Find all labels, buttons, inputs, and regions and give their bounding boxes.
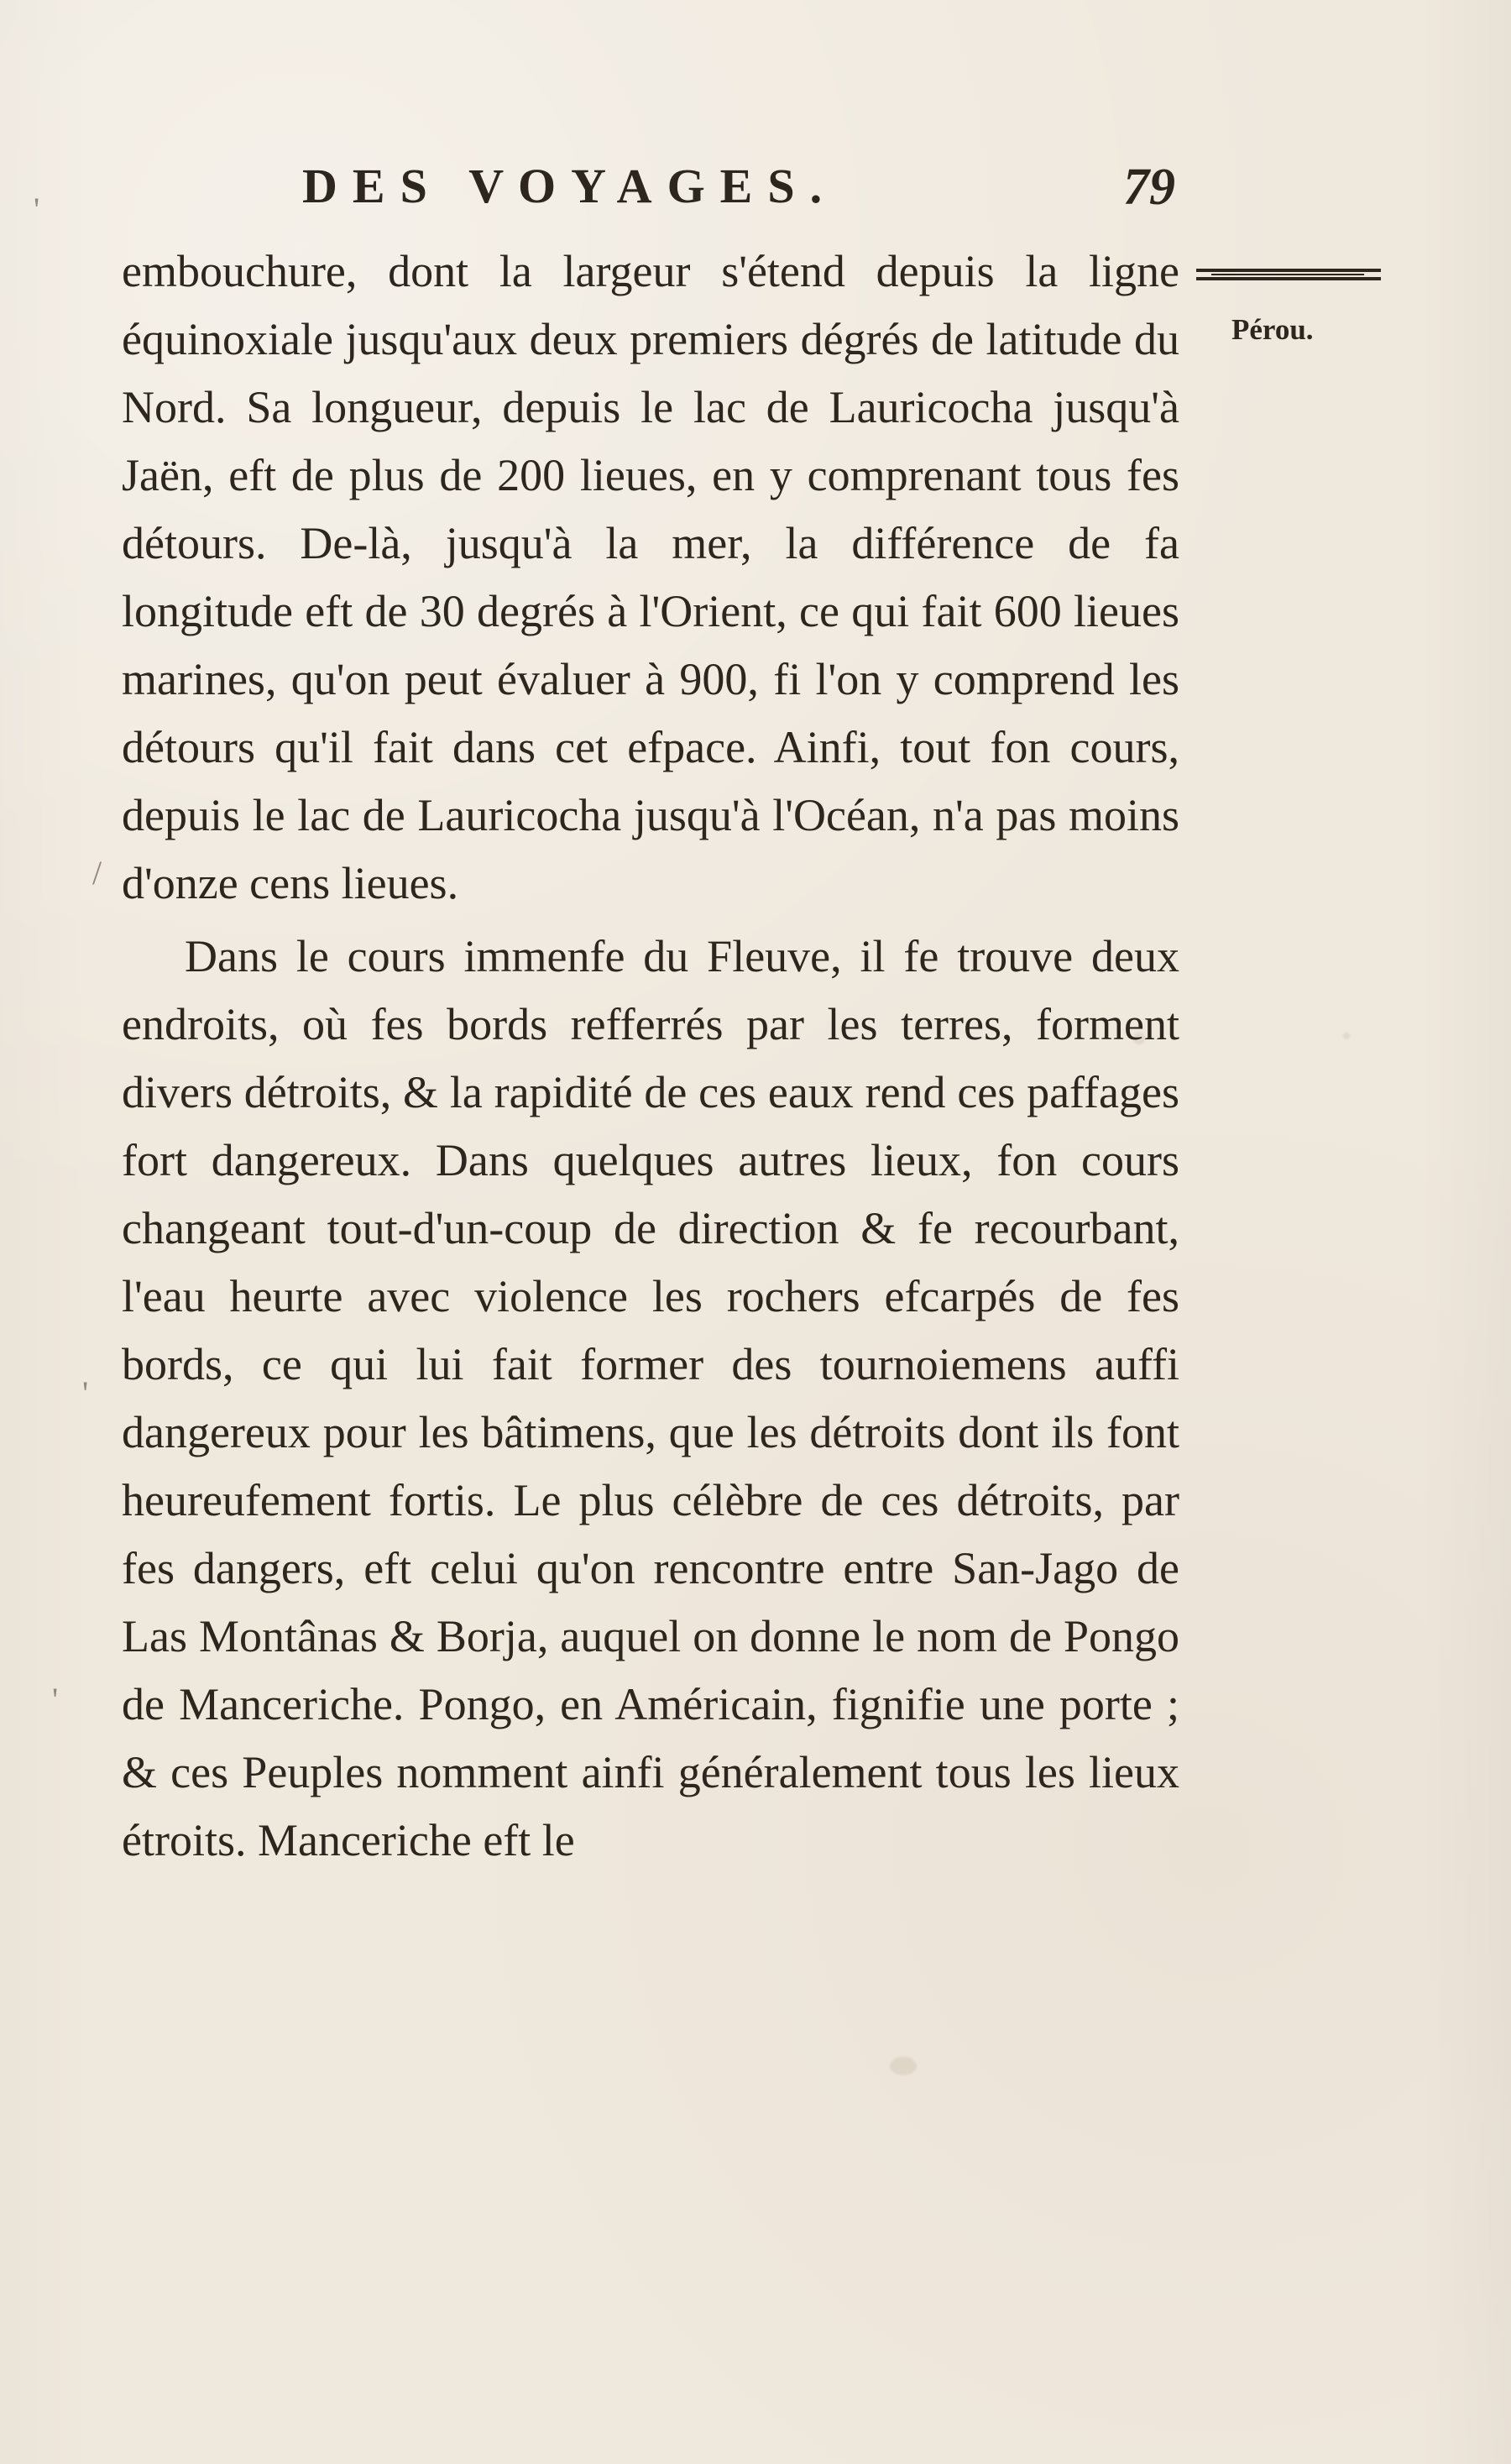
page-number: 79 [1123,159,1175,216]
page-header [302,158,1175,217]
margin-rule [1196,269,1381,280]
margin-mark: ' [52,1681,59,1719]
paper-stain [890,2057,917,2075]
paper-stain [1343,1033,1350,1039]
margin-mark: ' [34,191,40,228]
margin-mark: / [92,854,102,892]
paragraph: Dans le cours immenfe du Fleuve, il fe trouve deux endroits, où fes bords refferrés par les terres, forment divers détroits, & la rapidité de ces eaux rend ces paffages fort dangereux. Dans quelques autres lieux, fon cours changeant tout-d'un-coup de direction & fe recourbant, l'eau heurte avec violence les rochers efcarpés de fes bords, ce qui lui fait former des tournoiemens auffi dangereux pour les bâtimens, que les détroits dont ils font heureufement fortis. Le plus célèbre de ces détroits, par fes dangers, eft celui qu'on rencontre entre San-Jago de Las Montânas & Borja, auquel on donne le nom de Pongo de Manceriche. Pongo, en Américain, fignifie une porte ; & ces Peuples nomment ainfi généralement tous les lieux étroits. Manceriche eft le [122,931,1179,1865]
body-text [122,238,1179,1875]
running-head: DES VOYAGES. [302,159,838,213]
margin-mark: ' [82,1374,89,1412]
margin-note: Pérou. [1231,313,1314,346]
paragraph: embouchure, dont la largeur s'étend depuis la ligne équinoxiale jusqu'aux deux premiers dégrés de latitude du Nord. Sa longueur, depuis le lac de Lauricocha jusqu'à Jaën, eft de plus de 200 lieues, en y comprenant tous fes détours. De-là, jusqu'à la mer, la différence de fa longitude eft de 30 degrés à l'Orient, ce qui fait 600 lieues marines, qu'on peut évaluer à 900, fi l'on y comprend les détours qu'il fait dans cet efpace. Ainfi, tout fon cours, depuis le lac de Lauricocha jusqu'à l'Océan, n'a pas moins d'onze cens lieues. [122,246,1179,908]
